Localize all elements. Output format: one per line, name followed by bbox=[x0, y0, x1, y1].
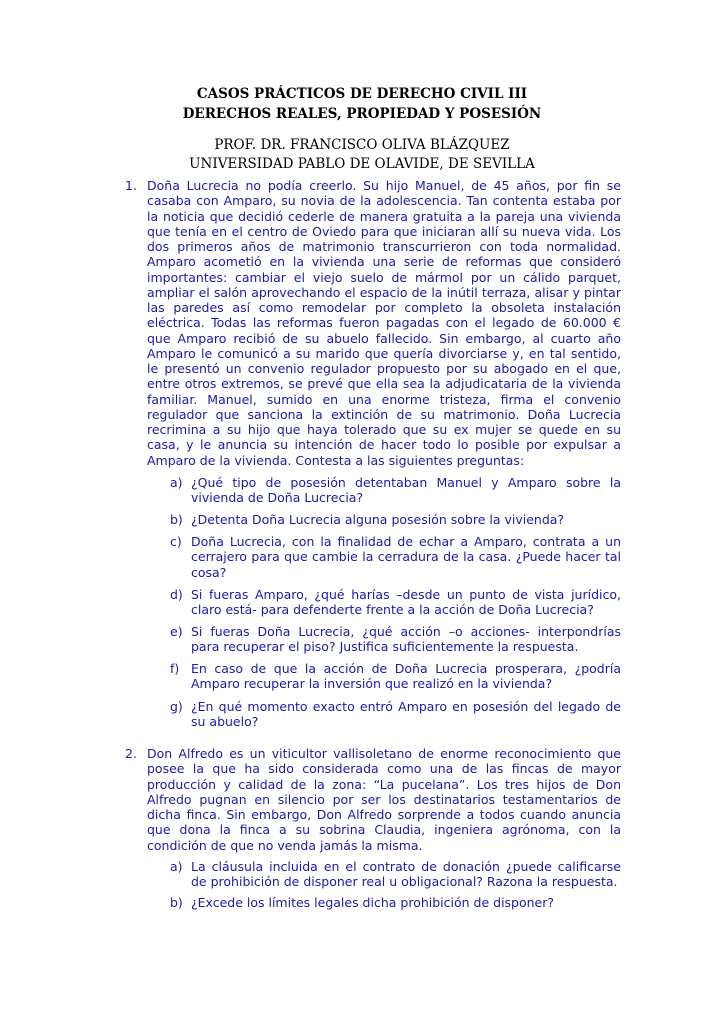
sub-question-letter: d) bbox=[170, 586, 183, 602]
sub-question-letter: b) bbox=[170, 895, 183, 911]
sub-question-1a bbox=[170, 475, 621, 506]
sub-question-1b bbox=[170, 512, 621, 527]
sub-question-list bbox=[125, 859, 621, 911]
question-2 bbox=[125, 746, 621, 917]
sub-question-letter: f) bbox=[170, 661, 180, 677]
sub-question-1e bbox=[170, 624, 621, 655]
sub-question-letter: e) bbox=[170, 623, 183, 639]
sub-question-text: Si fueras Doña Lucrecia, ¿qué acción –o acciones- interpondrías para recuperar el piso? Justifica suficientemente la respuesta. bbox=[191, 623, 621, 655]
author-name: PROF. DR. FRANCISCO OLIVA BLÁZQUEZ bbox=[214, 137, 510, 153]
sub-question-text: ¿En qué momento exacto entró Amparo en posesión del legado de su abuelo? bbox=[191, 698, 621, 729]
sub-question-1f bbox=[170, 661, 621, 692]
sub-question-text: ¿Excede los límites legales dicha prohibición de disponer? bbox=[191, 895, 555, 911]
sub-question-2a bbox=[170, 859, 621, 890]
question-1 bbox=[125, 178, 621, 736]
sub-question-text: Si fueras Amparo, ¿qué harías –desde un punto de vista jurídico, claro está- para defenderte frente a la acción de Doña Lucrecia? bbox=[191, 586, 621, 617]
title-line-topic: DERECHOS REALES, PROPIEDAD Y POSESIÓN bbox=[182, 106, 542, 122]
sub-question-letter: a) bbox=[170, 474, 183, 490]
university-name: UNIVERSIDAD PABLO DE OLAVIDE, DE SEVILLA bbox=[189, 155, 535, 172]
sub-question-text: En caso de que la acción de Doña Lucrecia prosperara, ¿podría Amparo recuperar la inversión que realizó en la vivienda? bbox=[191, 661, 621, 692]
question-text: Don Alfredo es un viticultor vallisoletano de enorme reconocimiento que posee la que ha sido considerada como una de las fincas de mayor producción y calidad de la zona: “La pucelana”. Los tres hijos de Don Alfredo pugnan en silencio por ser los destinatarios testamentarios de dicha finca. Sin embargo, Don Alfredo sorprende a todos cuando anuncia que dona la finca a su sobrina Claudia, ingeniera agrónoma, con la condición de que no venda jamás la misma. bbox=[147, 746, 621, 853]
sub-question-text: Doña Lucrecia, con la finalidad de echar a Amparo, contrata a un cerrajero para que cambie la cerradura de la casa. ¿Puede hacer tal cosa? bbox=[191, 534, 621, 580]
question-number: 1. bbox=[125, 178, 137, 193]
sub-question-text: ¿Detenta Doña Lucrecia alguna posesión sobre la vivienda? bbox=[191, 512, 565, 528]
question-text: Doña Lucrecia no podía creerlo. Su hijo Manuel, de 45 años, por fin se casaba con Amparo, su novia de la adolescencia. Tan contenta estaba por la noticia que decidió cederle de manera gratuita a la pareja una vivienda que tenía en el centro de Oviedo para que iniciaran allí su nueva vida. Los dos primeros años de matrimonio transcurrieron con toda normalidad. Amparo acometió en la vivienda una serie de reformas que consideró importantes: cambiar el viejo suelo de mármol por un cálido parquet, ampliar el salón aprovechando el espacio de la inútil terraza, alisar y pintar las paredes así como remodelar por completo la obsoleta instalación eléctrica. Todas las reformas fueron pagadas con el legado de 60.000 € que Amparo recibió de su abuelo fallecido. Sin embargo, al cuarto año Amparo le comunicó a su marido que quería divorciarse y, en tal sentido, le presentó un convenio regulador propuesto por su abogado en el que, entre otros extremos, se prevé que ella sea la adjudicataria de la vivienda familiar. Manuel, sumido en una enorme tristeza, firma el convenio regulador que sanciona la extinción de su matrimonio. Doña Lucrecia recrimina a su hijo que haya tolerado que su ex mujer se quede en su casa, y le anuncia su intención de hacer todo lo posible por expulsar a Amparo de la vivienda. Contesta a las siguientes preguntas: bbox=[147, 178, 621, 468]
sub-question-1c bbox=[170, 534, 621, 580]
sub-question-2b bbox=[170, 895, 621, 910]
question-number: 2. bbox=[125, 746, 137, 761]
sub-question-list bbox=[125, 475, 621, 729]
sub-question-letter: c) bbox=[170, 534, 182, 550]
sub-question-letter: a) bbox=[170, 858, 183, 874]
sub-question-1g bbox=[170, 699, 621, 730]
sub-question-letter: b) bbox=[170, 512, 183, 528]
document-title bbox=[100, 84, 624, 124]
title-line-course: CASOS PRÁCTICOS DE DERECHO CIVIL III bbox=[196, 86, 528, 102]
sub-question-letter: g) bbox=[170, 698, 183, 714]
sub-question-text: ¿Qué tipo de posesión detentaban Manuel y Amparo sobre la vivienda de Doña Lucrecia? bbox=[191, 474, 621, 505]
author-block bbox=[100, 136, 624, 173]
sub-question-text: La cláusula incluida en el contrato de donación ¿puede calificarse de prohibición de disponer real u obligacional? Razona la respuesta. bbox=[191, 858, 621, 889]
sub-question-1d bbox=[170, 587, 621, 618]
